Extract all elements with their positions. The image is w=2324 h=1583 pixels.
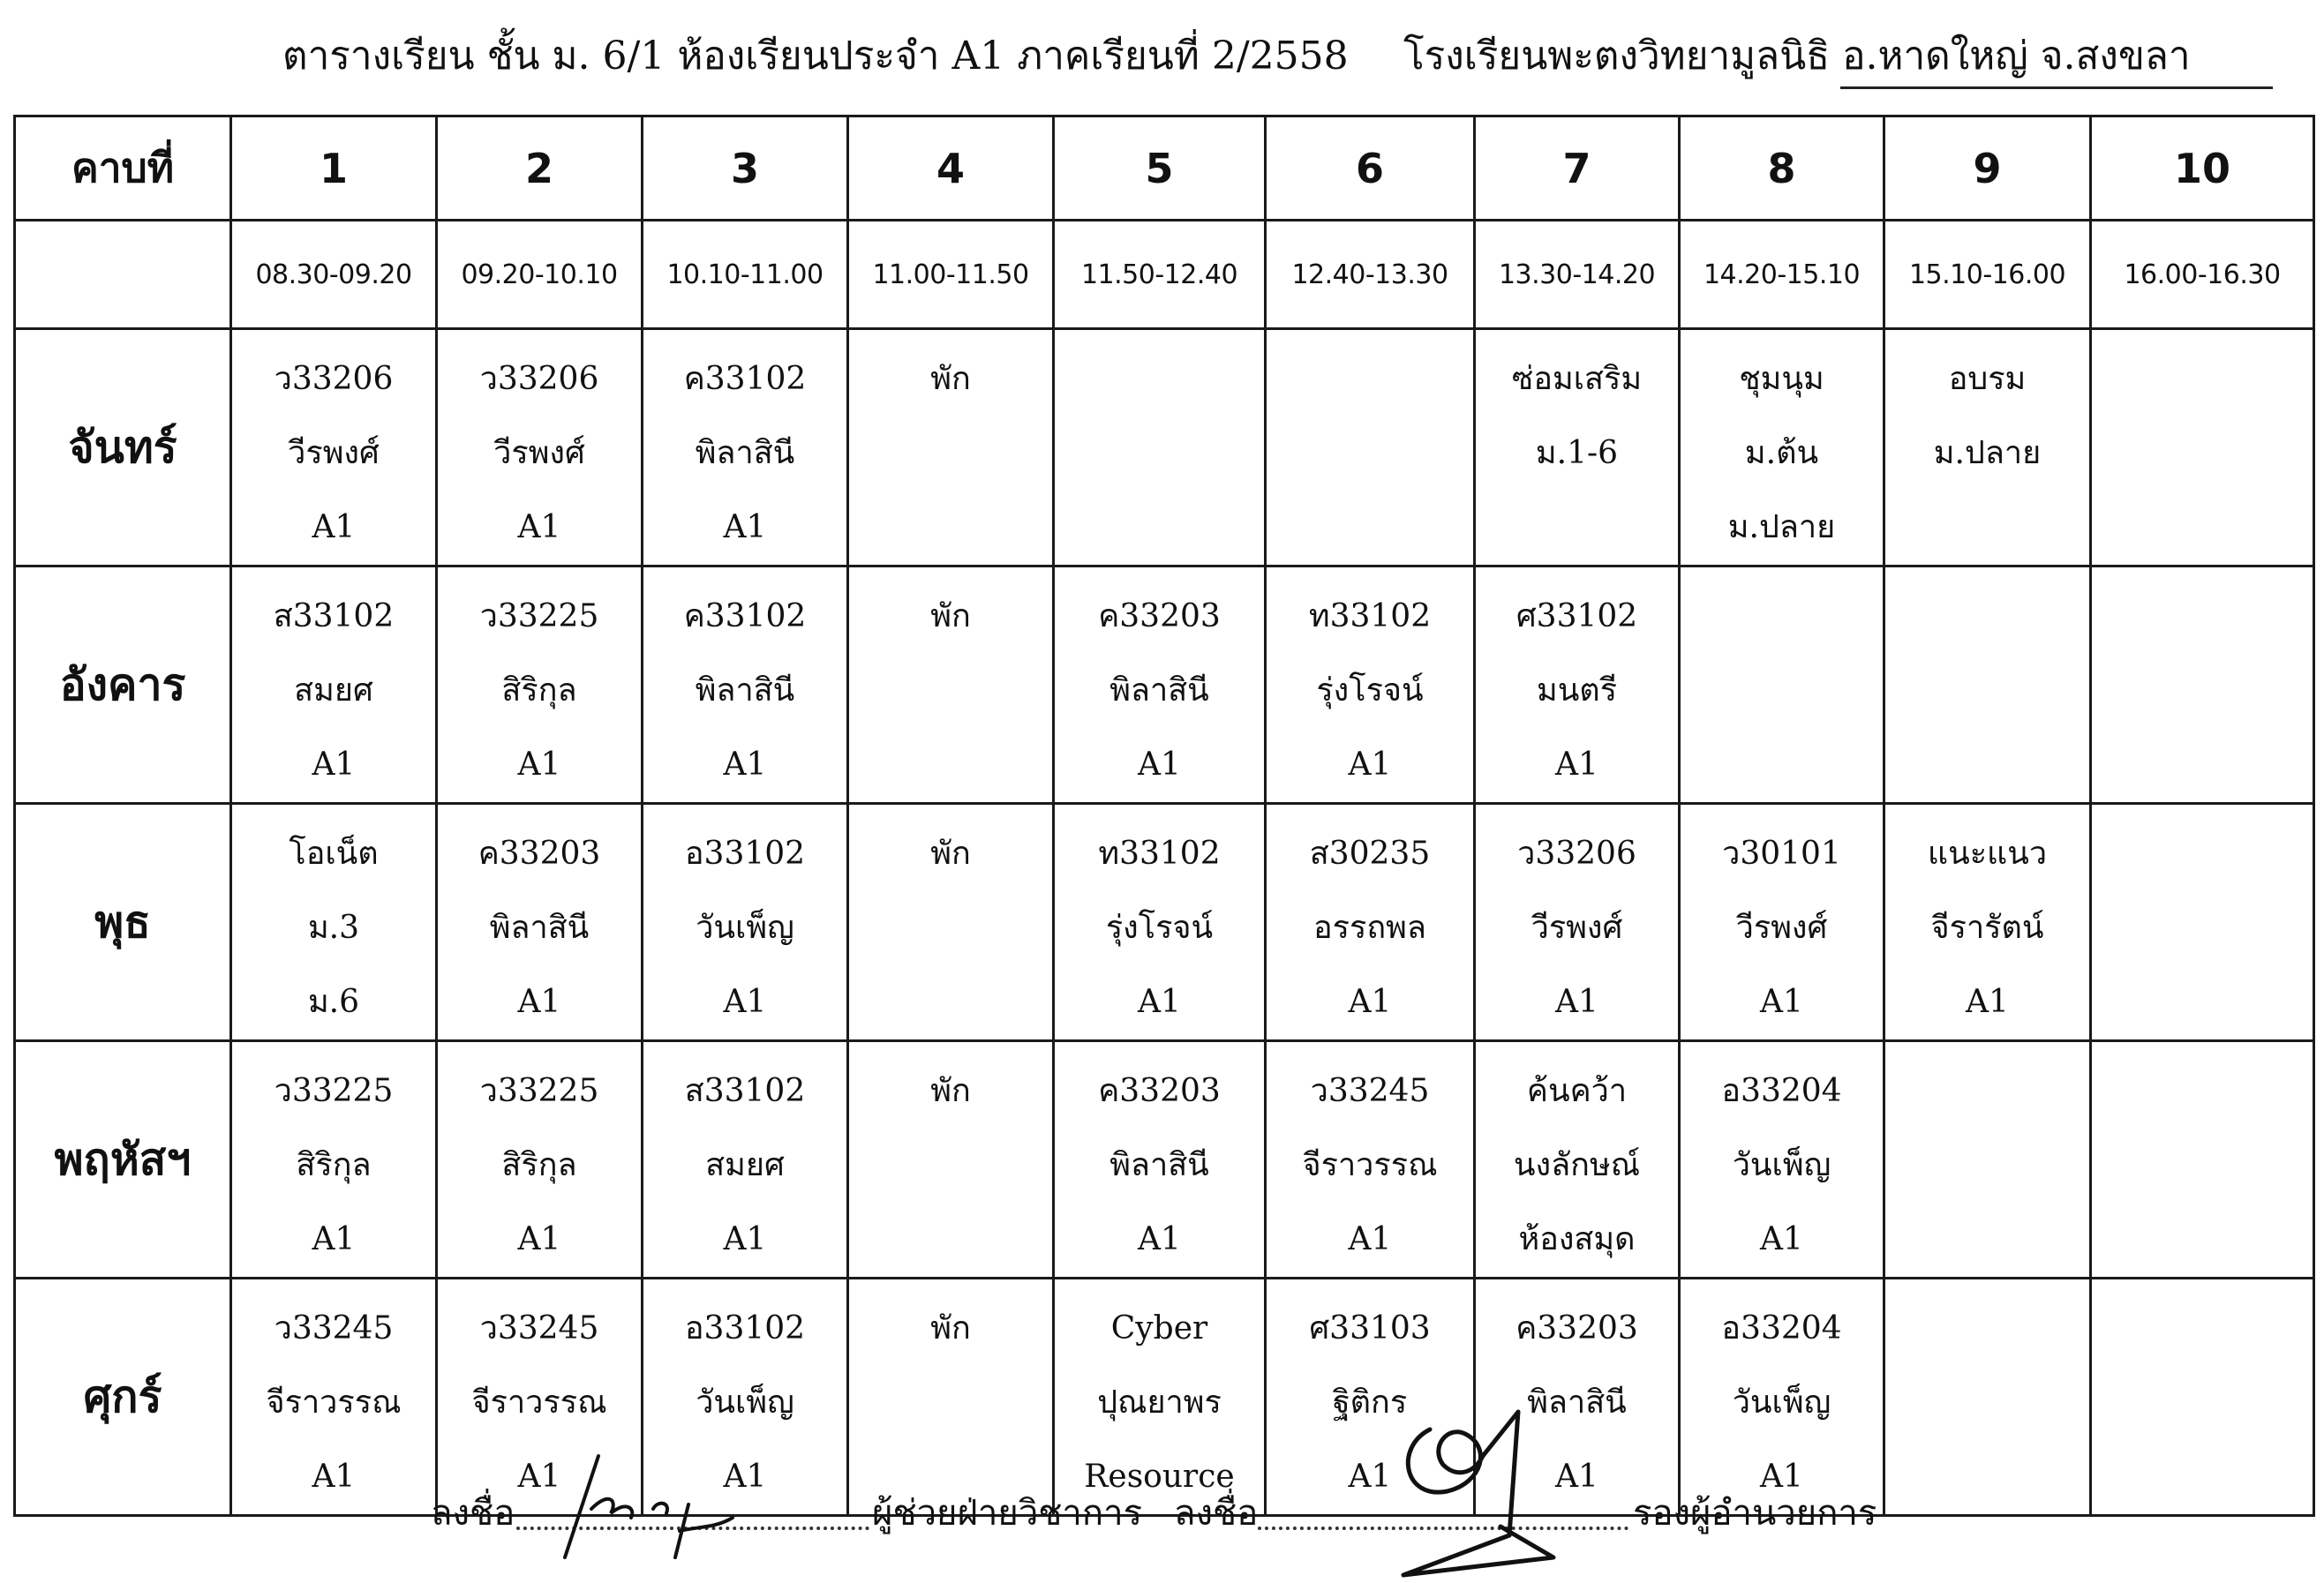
timetable-slot [848,804,1054,1041]
period-time: 08.30-09.20 [231,221,437,329]
day-row [15,329,2314,566]
slot-subject: อ33204 [1721,1073,1842,1109]
slot-subject: พัก [930,836,971,872]
slot-room: A1 [1138,984,1181,1020]
slot-subject: ค33203 [1515,1310,1638,1347]
timetable-slot [1884,566,2091,804]
timetable-slot [2091,566,2314,804]
slot-teacher: นงลักษณ์ [1513,1147,1641,1183]
timetable-slot [1475,566,1680,804]
timetable-slot [1266,329,1475,566]
timetable-slot [1475,329,1680,566]
timetable-slot [1266,566,1475,804]
timetable-slot [848,1041,1054,1279]
slot-room: A1 [1138,1221,1181,1257]
day-row [15,1041,2314,1279]
period-number: 10 [2091,116,2314,221]
slot-subject: ว33245 [274,1310,394,1347]
timetable-slot [437,1041,643,1279]
slot-subject: แนะแนว [1927,836,2048,872]
slot-teacher: พิลาสินี [695,435,795,471]
slot-teacher: ม.ปลาย [1933,435,2042,471]
period-number: 3 [643,116,848,221]
slot-subject: ชุมนุม [1739,361,1824,397]
timetable-slot [643,566,848,804]
slot-room: A1 [517,984,561,1020]
signature-footer [0,1447,2324,1583]
slot-subject: โอเน็ต [289,836,379,872]
sign-label-2: ลงชื่อ [1174,1493,1259,1534]
timetable-slot [1054,804,1266,1041]
slot-teacher: สิริกุล [501,1147,577,1183]
slot-subject: อ33102 [684,1310,806,1347]
slot-teacher: อรรถพล [1313,910,1426,946]
period-time: 12.40-13.30 [1266,221,1475,329]
slot-teacher: วันเพ็ญ [1732,1384,1831,1421]
slot-teacher: วีรพงศ์ [1735,910,1828,946]
day-name: พฤหัสฯ [15,1041,231,1279]
slot-teacher: ฐิติกร [1332,1384,1408,1421]
period-time: 14.20-15.10 [1680,221,1884,329]
slot-teacher: วีรพงศ์ [493,435,585,471]
slot-room: A1 [1966,984,2009,1020]
slot-room: A1 [723,509,767,545]
slot-subject: อบรม [1948,361,2027,397]
period-number: 2 [437,116,643,221]
timetable-slot [2091,1041,2314,1279]
timetable-slot [1475,804,1680,1041]
timetable-slot [643,804,848,1041]
role-2: รองผู้อำนวยการ [1633,1493,1877,1534]
period-time: 11.50-12.40 [1054,221,1266,329]
slot-room: A1 [1348,1459,1392,1495]
slot-room: A1 [517,1459,561,1495]
slot-room: A1 [312,1459,356,1495]
day-name: พุธ [15,804,231,1041]
day-name: ศุกร์ [15,1279,231,1516]
timetable-slot [231,1041,437,1279]
slot-teacher: จีรารัตน์ [1930,910,2044,946]
timetable-title: ตารางเรียน ชั้น ม. 6/1 ห้องเรียนประจำ A1 ภาคเรียนที่ 2/2558 [282,34,1349,79]
slot-subject: ส33102 [684,1073,806,1109]
slot-teacher: พิลาสินี [1527,1384,1627,1421]
slot-teacher: วันเพ็ญ [1732,1147,1831,1183]
period-time: 09.20-10.10 [437,221,643,329]
slot-subject: ศ33103 [1309,1310,1431,1347]
period-number: 4 [848,116,1054,221]
slot-teacher: จีราวรรณ [266,1384,402,1421]
slot-subject: พัก [930,1310,971,1347]
slot-teacher: วันเพ็ญ [696,1384,794,1421]
slot-teacher: พิลาสินี [695,672,795,709]
signature-1 [547,1447,759,1562]
slot-subject: ค33203 [1098,1073,1221,1109]
slot-room: A1 [1760,1221,1803,1257]
period-number: 5 [1054,116,1266,221]
period-number: 1 [231,116,437,221]
slot-room: A1 [1760,984,1803,1020]
slot-teacher: วันเพ็ญ [696,910,794,946]
timetable-slot [1884,804,2091,1041]
slot-subject: ว33206 [274,361,394,397]
timetable-slot [1680,804,1884,1041]
timetable-slot [231,566,437,804]
timetable-slot [1266,1041,1475,1279]
slot-subject: ซ่อมเสริม [1511,361,1643,397]
slot-subject: ท33102 [1098,836,1221,872]
timetable-slot [848,566,1054,804]
period-number: 7 [1475,116,1680,221]
slot-subject: ว33206 [479,361,599,397]
timetable-slot [848,329,1054,566]
slot-room: ห้องสมุด [1518,1221,1636,1257]
slot-teacher: รุ่งโรจน์ [1316,672,1424,709]
period-header-label: คาบที่ [15,116,231,221]
slot-subject: ว33225 [274,1073,394,1109]
slot-teacher: วีรพงศ์ [288,435,380,471]
slot-teacher: สมยศ [705,1147,785,1183]
period-number: 8 [1680,116,1884,221]
slot-subject: พัก [930,1073,971,1109]
slot-room: A1 [312,1221,356,1257]
slot-room: A1 [1348,746,1392,783]
slot-subject: พัก [930,361,971,397]
header-underline [1840,86,2273,89]
slot-subject: ส33102 [273,598,395,634]
timetable-slot [1475,1041,1680,1279]
sign-label-1: ลงชื่อ [431,1493,515,1534]
period-number: 9 [1884,116,2091,221]
slot-teacher: พิลาสินี [489,910,590,946]
slot-room: ม.ปลาย [1727,509,1836,545]
slot-room: A1 [1760,1459,1803,1495]
timetable-slot [437,329,643,566]
timetable-slot [1054,1041,1266,1279]
slot-subject: ค33203 [478,836,601,872]
timetable-slot [1054,329,1266,566]
slot-room: A1 [723,984,767,1020]
slot-subject: ส30235 [1309,836,1431,872]
empty-corner-cell [15,221,231,329]
timetable-slot [231,804,437,1041]
slot-teacher: จีราวรรณ [1302,1147,1438,1183]
slot-room: A1 [312,746,356,783]
slot-subject: ว33225 [479,598,599,634]
timetable-slot [1680,1041,1884,1279]
period-time: 13.30-14.20 [1475,221,1680,329]
slot-teacher: สมยศ [294,672,373,709]
signature-2 [1377,1394,1589,1579]
slot-room: A1 [723,1459,767,1495]
slot-subject: อ33204 [1721,1310,1842,1347]
slot-teacher: พิลาสินี [1109,1147,1209,1183]
slot-teacher: วีรพงศ์ [1531,910,1623,946]
timetable-slot [2091,329,2314,566]
slot-room: A1 [1555,984,1598,1020]
slot-room: A1 [1138,746,1181,783]
timetable-slot [1884,1041,2091,1279]
slot-teacher: รุ่งโรจน์ [1105,910,1214,946]
slot-room: A1 [517,509,561,545]
timetable-slot [643,1041,848,1279]
period-time: 15.10-16.00 [1884,221,2091,329]
day-row [15,804,2314,1041]
slot-room: A1 [1555,1459,1598,1495]
slot-teacher: ปุณยาพร [1097,1384,1222,1421]
timetable-slot [1680,329,1884,566]
slot-room: A1 [1348,984,1392,1020]
slot-teacher: ม.3 [307,910,360,946]
role-1: ผู้ช่วยฝ่ายวิชาการ [872,1493,1143,1534]
slot-subject: ค33102 [683,598,807,634]
slot-subject: พัก [930,598,971,634]
timetable-slot [1266,804,1475,1041]
day-row [15,566,2314,804]
school-name: โรงเรียนพะตงวิทยามูลนิธิ อ.หาดใหญ่ จ.สงขลา [1403,34,2191,79]
slot-subject: ว33206 [1517,836,1636,872]
slot-room: A1 [723,746,767,783]
slot-room: A1 [1555,746,1598,783]
slot-teacher: มนตรี [1536,672,1618,709]
slot-room: A1 [1348,1221,1392,1257]
slot-teacher: สิริกุล [296,1147,372,1183]
slot-subject: ค33102 [683,361,807,397]
slot-teacher: ม.1-6 [1535,435,1619,471]
slot-subject: ว33245 [1310,1073,1430,1109]
slot-teacher: สิริกุล [501,672,577,709]
day-name: อังคาร [15,566,231,804]
slot-room: A1 [312,509,356,545]
slot-subject: ท33102 [1308,598,1432,634]
slot-room: A1 [723,1221,767,1257]
timetable-slot [1680,566,1884,804]
document-header [0,25,2324,86]
timetable-slot [1054,566,1266,804]
period-time: 11.00-11.50 [848,221,1054,329]
slot-subject: ค33203 [1098,598,1221,634]
slot-room: A1 [517,1221,561,1257]
timetable-slot [437,566,643,804]
slot-room: A1 [517,746,561,783]
timetable-slot [231,329,437,566]
slot-room: Resource [1084,1459,1235,1495]
day-name: จันทร์ [15,329,231,566]
slot-subject: ว33245 [479,1310,599,1347]
timetable-grid [13,115,2315,1517]
slot-subject: ค้นคว้า [1526,1073,1628,1109]
timetable-slot [2091,804,2314,1041]
slot-subject: ว33225 [479,1073,599,1109]
slot-teacher: พิลาสินี [1109,672,1209,709]
slot-room: ม.6 [307,984,360,1020]
period-time: 10.10-11.00 [643,221,848,329]
slot-subject: ว30101 [1722,836,1841,872]
slot-subject: Cyber [1110,1310,1208,1347]
slot-teacher: ม.ต้น [1744,435,1819,471]
slot-subject: ศ33102 [1515,598,1638,634]
period-time: 16.00-16.30 [2091,221,2314,329]
period-number: 6 [1266,116,1475,221]
slot-teacher: จีราวรรณ [471,1384,607,1421]
timetable-slot [643,329,848,566]
timetable-slot [437,804,643,1041]
slot-subject: อ33102 [684,836,806,872]
timetable-slot [1884,329,2091,566]
